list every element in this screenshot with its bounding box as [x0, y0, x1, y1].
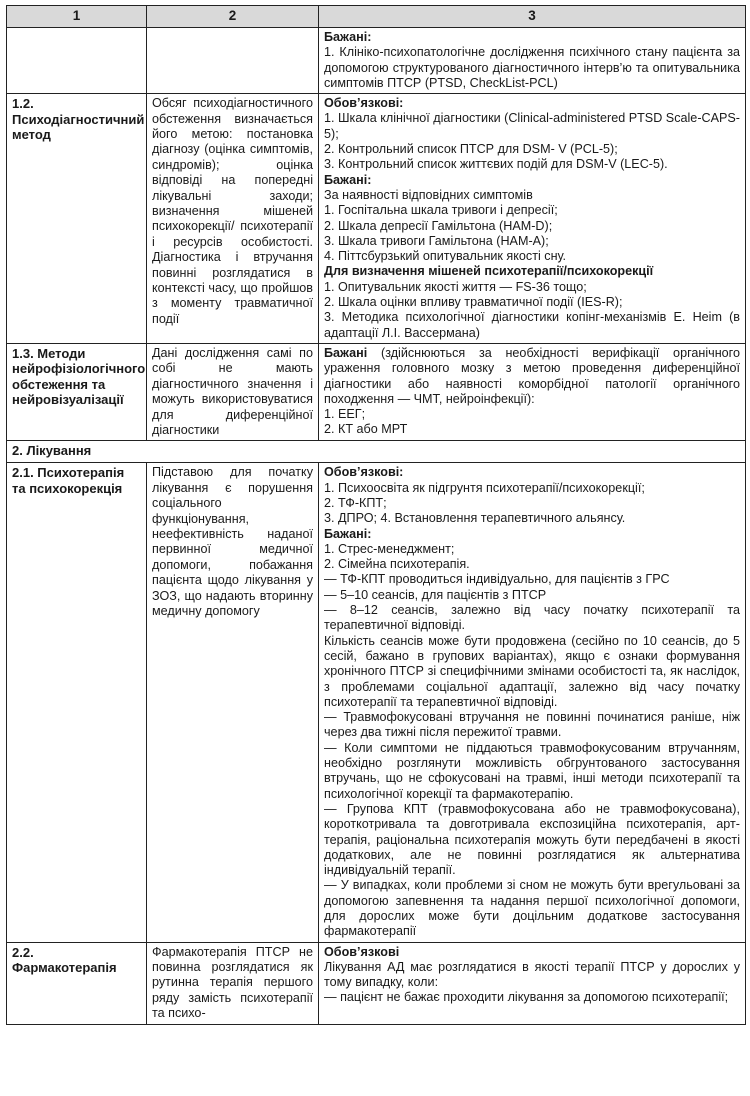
methods-line: 2. Шкала оцінки впливу травматичної події (IES-R);: [324, 295, 623, 310]
row2-methods-cell: [319, 343, 746, 440]
table-row: [7, 942, 746, 1024]
methods-line: Бажані:: [324, 30, 372, 44]
row2-section-cell: 1.3. Методи нейрофізіологічного обстеження та нейровізуалізації: [7, 343, 147, 440]
methods-line: 2. Сімейна психотерапія.: [324, 557, 470, 572]
methods-line: За наявності відповідних симптомів: [324, 187, 533, 202]
methods-line: — 5–10 сеансів, для пацієнтів з ПТСР: [324, 587, 547, 602]
methods-line: 1. Опитувальник якості життя — FS-36 тощо;: [324, 279, 587, 294]
methods-line: — Коли симптоми не піддаються травмофокусованим втручанням, необхідно розглянути можливість обгрунтованого застосування втручань, що не сфокусовані на травмі, інші методи психотерапії та психологічної корекції та фармакотерапію.: [324, 740, 740, 801]
methods-line: 3. ДПРО; 4. Встановлення терапевтичного альянсу.: [324, 511, 626, 526]
methods-line: — пацієнт не бажає проходити лікування за допомогою психотерапії;: [324, 990, 729, 1005]
methods-line: — У випадках, коли проблеми зі сном не можуть бути врегульовані за допомогою запевнення та надання першої психологічної допомоги, для дорослих може бути доцільним додаткове застосування фармакотерапії: [324, 878, 740, 939]
table-row: [7, 343, 746, 440]
row4-description-cell: Фармакотерапія ПТСР не повинна розглядатися як рутинна терапія першого ряду замість психотерапії та психо-: [147, 942, 319, 1024]
row0-methods-cell: [319, 28, 746, 94]
row1-methods-cell: [319, 94, 746, 344]
row3-methods-cell: [319, 463, 746, 942]
methods-line: 1. ЕЕГ;: [324, 407, 366, 422]
methods-line: 1. Стрес-менеджмент;: [324, 541, 455, 556]
methods-line: 3. Шкала тривоги Гамільтона (HAM-A);: [324, 233, 549, 248]
row3-description-cell: Підставою для початку лікування є порушення соціального функціонування, неефективність наданої первинної медичної допомоги, побажання пацієнта щодо лікування у ЗОЗ, що надають вторинну медичну допомогу: [147, 463, 319, 942]
row3-section-cell: 2.1. Психотерапія та психокорекція: [7, 463, 147, 942]
section-row: [7, 441, 746, 463]
methods-line: 2. Контрольний список ПТСР для DSM- V (PCL-5);: [324, 142, 618, 157]
methods-line: Обов’язкові:: [324, 465, 404, 480]
methods-line: Обов’язкові:: [324, 96, 404, 111]
methods-text: (здійснюються за необхідності верифікації органічного ураження головного мозку з метою проведення диференційної діагностики або наявності коморбідної патології органічного походження — ЧМТ, нейроінфекції):: [324, 345, 740, 406]
row4-section-cell: 2.2. Фармакотерапія: [7, 942, 147, 1024]
table-row: [7, 28, 746, 94]
methods-line: — ТФ-КПТ проводиться індивідуально, для пацієнтів з ГРС: [324, 572, 670, 587]
methods-line: 1. Клініко-психопатологічне дослідження психічного стану пацієнта за допомогою структурованого діагностичного інтерв’ю та опитувальника симптомів ПТСР (PTSD, CheckList-PCL): [324, 45, 740, 90]
row0-description-cell: [147, 28, 319, 94]
table-header-row: [7, 6, 746, 28]
row0-section-cell: [7, 28, 147, 94]
row1-section-cell: 1.2. Психодіагностичний метод: [7, 94, 147, 344]
methods-line: Бажані:: [324, 172, 372, 187]
methods-line: 3. Методика психологічної діагностики копінг-механізмів E. Heim (в адаптації Л.І. Вассермана): [324, 310, 740, 340]
methods-line: — Травмофокусовані втручання не повинні починатися раніше, ніж через два тижні після пережитої травми.: [324, 710, 740, 740]
methods-line: Лікування АД має розглядатися в якості терапії ПТСР у дорослих у тому випадку, коли:: [324, 959, 740, 990]
methods-line: 2. КТ або МРТ: [324, 422, 408, 437]
row1-description-cell: Обсяг психодіагностичного обстеження визначається його метою: постановка діагнозу (оцінка симптомів, синдромів); оцінка відповіді на попередні лікувальні заходи; визначення мішеней психокорекції/ психотерапії і ресурсів особистості. Діагностика і втручання повинні розглядатися в контексті часу, що пройшов з моменту травматичної події: [147, 94, 319, 344]
methods-line: 2. ТФ-КПТ;: [324, 495, 387, 510]
column-header-3: 3: [319, 6, 746, 28]
methods-line: 2. Шкала депресії Гамільтона (HAM-D);: [324, 218, 553, 233]
methods-line: 1. Шкала клінічної діагностики (Clinical-administered PTSD Scale-CAPS-5);: [324, 111, 740, 141]
methods-line: 1. Психоосвіта як підгрунтя психотерапії/психокорекції;: [324, 480, 645, 495]
section-title: 2. Лікування: [7, 441, 746, 463]
methods-line: Для визначення мішеней психотерапії/психокорекції: [324, 264, 654, 279]
row2-description-cell: Дані дослідження самі по собі не мають діагностичного значення і можуть використовуватися для диференційної діагностики: [147, 343, 319, 440]
column-header-2: 2: [147, 6, 319, 28]
table-row: [7, 94, 746, 344]
methods-line: 3. Контрольний список життєвих подій для DSM-V (LEC-5).: [324, 157, 668, 172]
methods-line: Обов’язкові: [324, 944, 400, 959]
methods-line: — Групова КПТ (травмофокусована або не травмофокусована), короткотривала та довготривала експозиційна психотерапія, арт-терапія, раціональна психотерапія можуть бути передбачені в якості додаткових, але не повинні розглядатися як альтернатива індивідуальній терапії.: [324, 801, 740, 878]
methods-line: 4. Піттсбурзький опитувальник якості сну.: [324, 249, 567, 264]
methods-line: Кількість сеансів може бути продовжена (сесійно по 10 сеансів, до 5 сесій, бажано в групових варіантах), якщо є ознаки формування хронічного ПТСР зі специфічними змінами особистості та, як наслідок, з проблемами соціальної адаптації, залежно від часу початку психотерапії та терапевтичної відповіді.: [324, 633, 740, 709]
column-header-1: 1: [7, 6, 147, 28]
methods-line: 1. Госпітальна шкала тривоги і депресії;: [324, 203, 558, 218]
table-row: [7, 463, 746, 942]
clinical-protocol-table: [6, 5, 746, 1025]
methods-lead: Бажані: [324, 345, 368, 360]
methods-line: — 8–12 сеансів, залежно від часу початку психотерапії та терапевтичної відповіді.: [324, 603, 740, 633]
row4-methods-cell: [319, 942, 746, 1024]
methods-line: Бажані:: [324, 526, 372, 541]
methods-paragraph: [324, 346, 740, 407]
